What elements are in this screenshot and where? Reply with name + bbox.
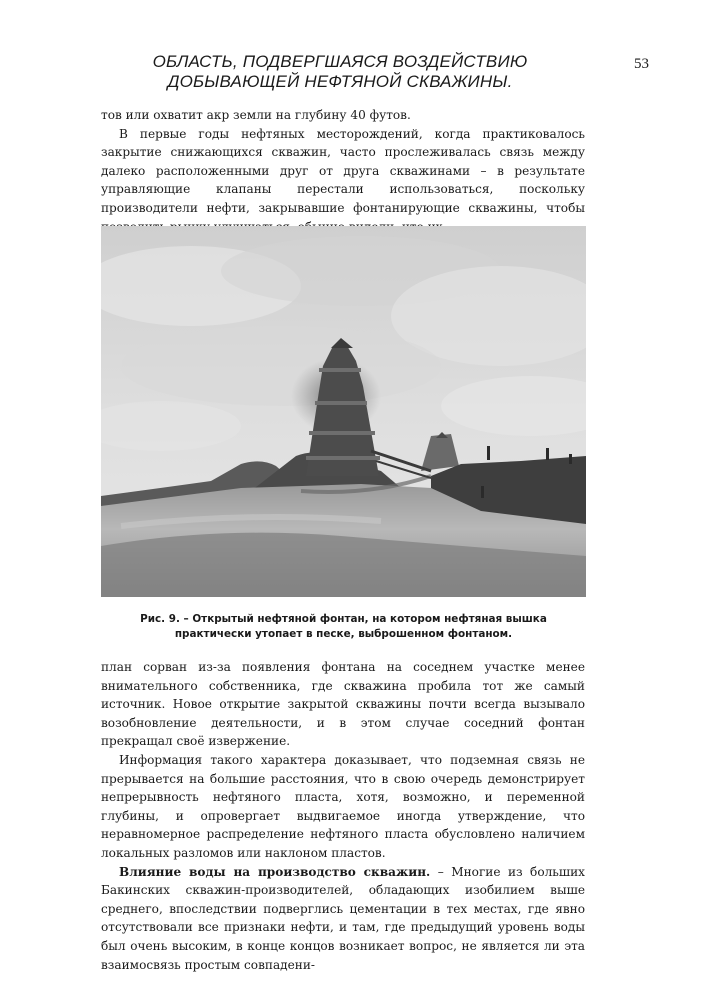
header-title-line-1: ОБЛАСТЬ, ПОДВЕРГШАЯСЯ ВОЗДЕЙСТВИЮ — [152, 52, 528, 71]
paragraph-early-years: В первые годы нефтяных месторождений, когда практиковалось закрытие снижающихся скважин, часто прослеживалась связь между далеко расположенными друг от друга скважинами – в результате управляющие клапаны перестали использоваться, поскольку производители нефти, закрывавшие фонтанирующие скважины, чтобы — [101, 126, 585, 215]
paragraph-continuation: тов или охватит акр земли на глубину 40 футов. — [101, 108, 411, 122]
section-lead-heading: Влияние воды на производство скважин. — [119, 864, 431, 879]
paragraph-water-text: – Многие из больших Бакинских скважин-производителей, обладающих изобилием выше среднего, впоследствии подверглись цементации в тех местах, где явно отсутствовали все признаки нефти, и там, где предыдущий уровень воды был очень высоким, в конце концов возникает вопрос, не является ли эта взаимосвязь простым совпадени- — [101, 864, 586, 972]
oil-gusher-photo — [101, 226, 586, 597]
running-header — [100, 52, 580, 92]
body-text-bottom — [101, 658, 585, 974]
header-title-line-2: ДОБЫВАЮЩЕЙ НЕФТЯНОЙ СКВАЖИНЫ. — [167, 72, 513, 91]
figure-caption: Рис. 9. – Открытый нефтяной фонтан, на котором нефтяная вышка практически утопает в песке, выброшенном фонтаном. — [140, 613, 547, 640]
body-text-top — [101, 106, 585, 236]
paragraph-water-influence — [101, 863, 585, 975]
page-number: 53 — [634, 56, 649, 72]
paragraph-underground-connection: Информация такого характера доказывает, что подземная связь не прерывается на большие расстояния, что в свою очередь демонстрирует непрерывность нефтяного пласта, хотя, возможно, и переменной глубины, и опровергает выдвигаемое иногда утверждение, что неравномерное распределение нефтяного пласта обусловлено наличием локальных разломов или наклоном пластов. — [101, 752, 585, 860]
paragraph-plan-disrupted: план сорван из-за появления фонтана на соседнем участке менее внимательного собственника, где скважина пробила тот же самый источник. Новое открытие закрытой скважины почти всегда вызывало возобновление деятельности, и в этом случае соседний фонтан прекращал своё извержение. — [101, 660, 585, 749]
